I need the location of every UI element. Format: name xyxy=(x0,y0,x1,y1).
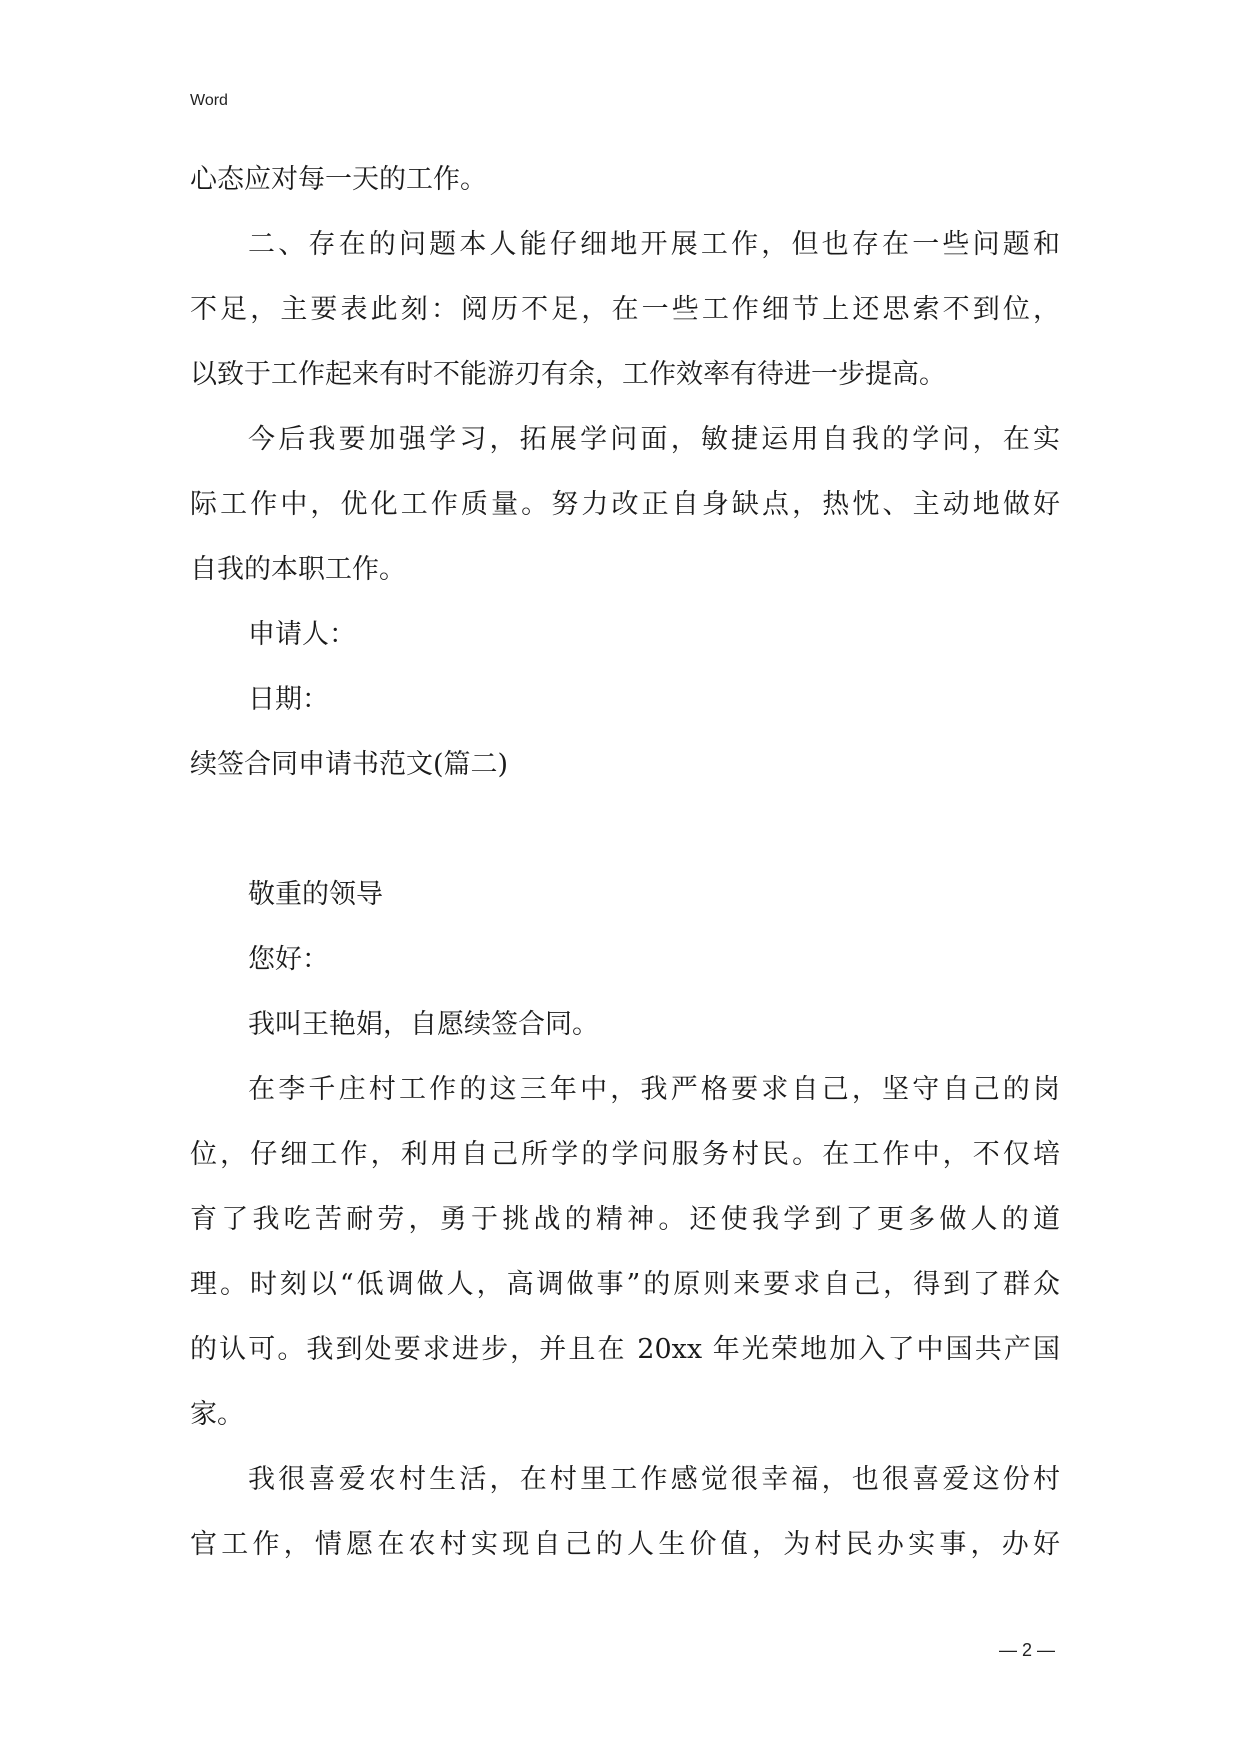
paragraph-line: 自我的本职工作。 xyxy=(190,554,406,585)
page-number: — 2 — xyxy=(998,1640,1055,1660)
paragraph-line: 理。时刻以“低调做人，高调做事”的原则来要求自己，得到了群众 xyxy=(190,1269,1060,1300)
paragraph-line: 二、存在的问题本人能仔细地开展工作，但也存在一些问题和 xyxy=(248,229,1060,260)
paragraph-line: 今后我要加强学习，拓展学问面，敏捷运用自我的学问，在实 xyxy=(248,424,1060,455)
paragraph-line: 不足，主要表此刻：阅历不足，在一些工作细节上还思索不到位， xyxy=(190,294,1060,325)
paragraph-line: 心态应对每一天的工作。 xyxy=(190,164,487,195)
salutation: 敬重的领导 xyxy=(248,879,383,910)
paragraph-line: 位，仔细工作，利用自己所学的学问服务村民。在工作中，不仅培 xyxy=(190,1139,1060,1170)
paragraph-line: 家。 xyxy=(190,1399,244,1430)
blank-line xyxy=(190,810,1060,875)
paragraph-line: 官工作，情愿在农村实现自己的人生价值，为村民办实事，办好 xyxy=(190,1529,1060,1560)
paragraph-line: 我叫王艳娟，自愿续签合同。 xyxy=(248,1009,599,1040)
section-title: 续签合同申请书范文(篇二) xyxy=(190,749,509,780)
paragraph-line: 在李千庄村工作的这三年中，我严格要求自己，坚守自己的岗 xyxy=(248,1074,1060,1105)
greeting: 您好： xyxy=(248,944,329,975)
date-label: 日期： xyxy=(248,684,329,715)
paragraph-line: 以致于工作起来有时不能游刃有余，工作效率有待进一步提高。 xyxy=(190,359,946,390)
paragraph-line: 际工作中，优化工作质量。努力改正自身缺点，热忱、主动地做好 xyxy=(190,489,1060,520)
document-header-label: Word xyxy=(190,92,228,109)
document-body xyxy=(190,160,1060,1590)
applicant-label: 申请人： xyxy=(248,619,356,650)
paragraph-line: 的认可。我到处要求进步，并且在 20xx 年光荣地加入了中国共产国 xyxy=(190,1334,1060,1365)
paragraph-line: 我很喜爱农村生活，在村里工作感觉很幸福，也很喜爱这份村 xyxy=(248,1464,1060,1495)
paragraph-line: 育了我吃苦耐劳，勇于挑战的精神。还使我学到了更多做人的道 xyxy=(190,1204,1060,1235)
